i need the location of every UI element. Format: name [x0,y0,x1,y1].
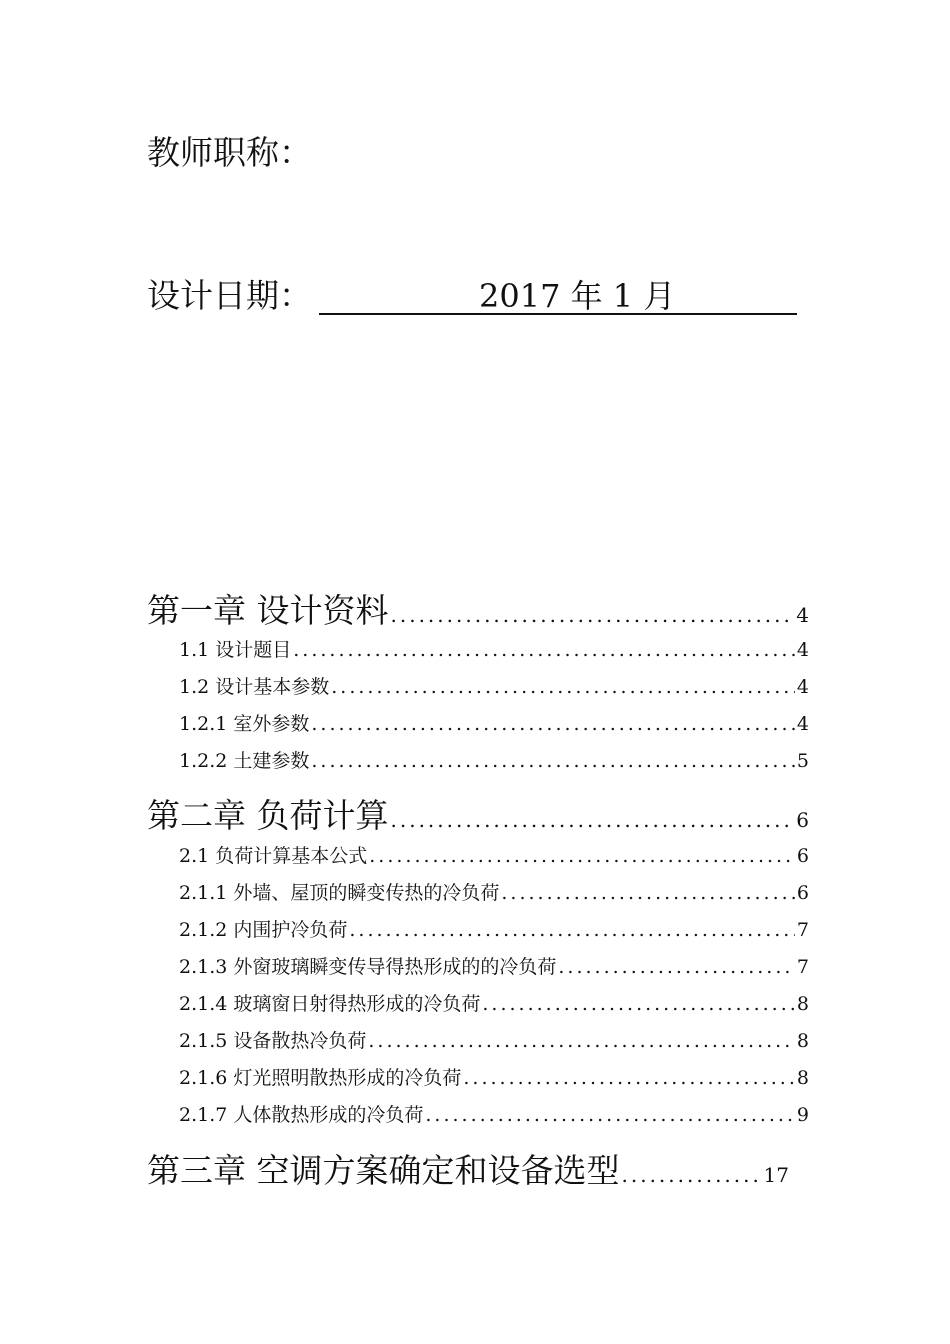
toc-entry-title: 第一章 设计资料 [147,591,389,630]
toc-entry-title: 1.2.1 室外参数 [179,713,310,735]
toc-entry-title: 1.2 设计基本参数 [179,676,330,698]
toc-entry-title: 第二章 负荷计算 [147,796,389,835]
toc-page-number: 4 [796,639,809,661]
toc-leader-dots [369,845,795,867]
toc-page-number: 17 [763,1163,789,1187]
toc-entry-title: 2.1.6 灯光照明散热形成的冷负荷 [179,1067,462,1089]
toc-page-number: 8 [796,993,809,1015]
toc-entry-title: 2.1 负荷计算基本公式 [179,845,368,867]
toc-entry-title: 1.2.2 土建参数 [179,750,310,772]
toc-page-number: 5 [796,750,809,772]
toc-entry-1-1[interactable] [147,635,809,665]
toc-leader-dots [501,882,795,904]
toc-page-number: 7 [796,919,809,941]
toc-entry-1-2-2[interactable] [147,746,809,776]
toc-entry-title: 2.1.1 外墙、屋顶的瞬变传热的冷负荷 [179,882,500,904]
toc-entry-2-1-2[interactable] [147,915,809,945]
toc-entry-1-2-1[interactable] [147,709,809,739]
toc-entry-title: 第三章 空调方案确定和设备选型 [147,1151,620,1190]
toc-leader-dots [558,956,795,978]
toc-page-number: 6 [796,882,809,904]
toc-page-number: 6 [796,845,809,867]
toc-entry-2-1-3[interactable] [147,952,809,982]
toc-page-number: 6 [796,808,809,832]
toc-leader-dots [331,676,795,698]
toc-leader-dots [293,639,795,661]
toc-entry-chapter-1[interactable] [147,585,809,629]
toc-entry-chapter-2[interactable] [147,790,809,834]
toc-entry-1-2[interactable] [147,672,809,702]
toc-entry-title: 2.1.4 玻璃窗日射得热形成的冷负荷 [179,993,481,1015]
toc-leader-dots [311,750,795,772]
toc-entry-title: 2.1.7 人体散热形成的冷负荷 [179,1104,424,1126]
toc-page-number: 4 [796,713,809,735]
toc-entry-title: 1.1 设计题目 [179,639,292,661]
toc-leader-dots [425,1104,795,1126]
toc-page-number: 8 [796,1067,809,1089]
toc-entry-title: 2.1.3 外窗玻璃瞬变传导得热形成的的冷负荷 [179,956,557,978]
toc-page-number: 8 [796,1030,809,1052]
toc-page-number: 7 [796,956,809,978]
toc-leader-dots [391,603,795,627]
toc-leader-dots [391,808,795,832]
toc-entry-2-1-4[interactable] [147,989,809,1019]
toc-entry-title: 2.1.2 内围护冷负荷 [179,919,348,941]
toc-page-number: 9 [796,1104,809,1126]
toc-leader-dots [311,713,795,735]
toc-entry-2-1[interactable] [147,841,809,871]
toc-entry-2-1-7[interactable] [147,1100,809,1130]
toc-entry-2-1-5[interactable] [147,1026,809,1056]
toc-entry-2-1-1[interactable] [147,878,809,908]
toc-page-number: 4 [796,676,809,698]
design-date-value: 2017 年 1 月 [479,277,676,315]
toc-entry-chapter-3[interactable] [147,1145,789,1189]
teacher-title-label: 教师职称： [147,133,312,172]
design-date-label: 设计日期： [147,276,312,315]
toc-entry-title: 2.1.5 设备散热冷负荷 [179,1030,367,1052]
toc-leader-dots [368,1030,795,1052]
toc-page-number: 4 [796,603,809,627]
toc-entry-2-1-6[interactable] [147,1063,809,1093]
design-date-row [147,276,807,316]
toc-leader-dots [349,919,795,941]
toc-leader-dots [622,1163,762,1187]
toc-leader-dots [482,993,795,1015]
toc-leader-dots [463,1067,795,1089]
